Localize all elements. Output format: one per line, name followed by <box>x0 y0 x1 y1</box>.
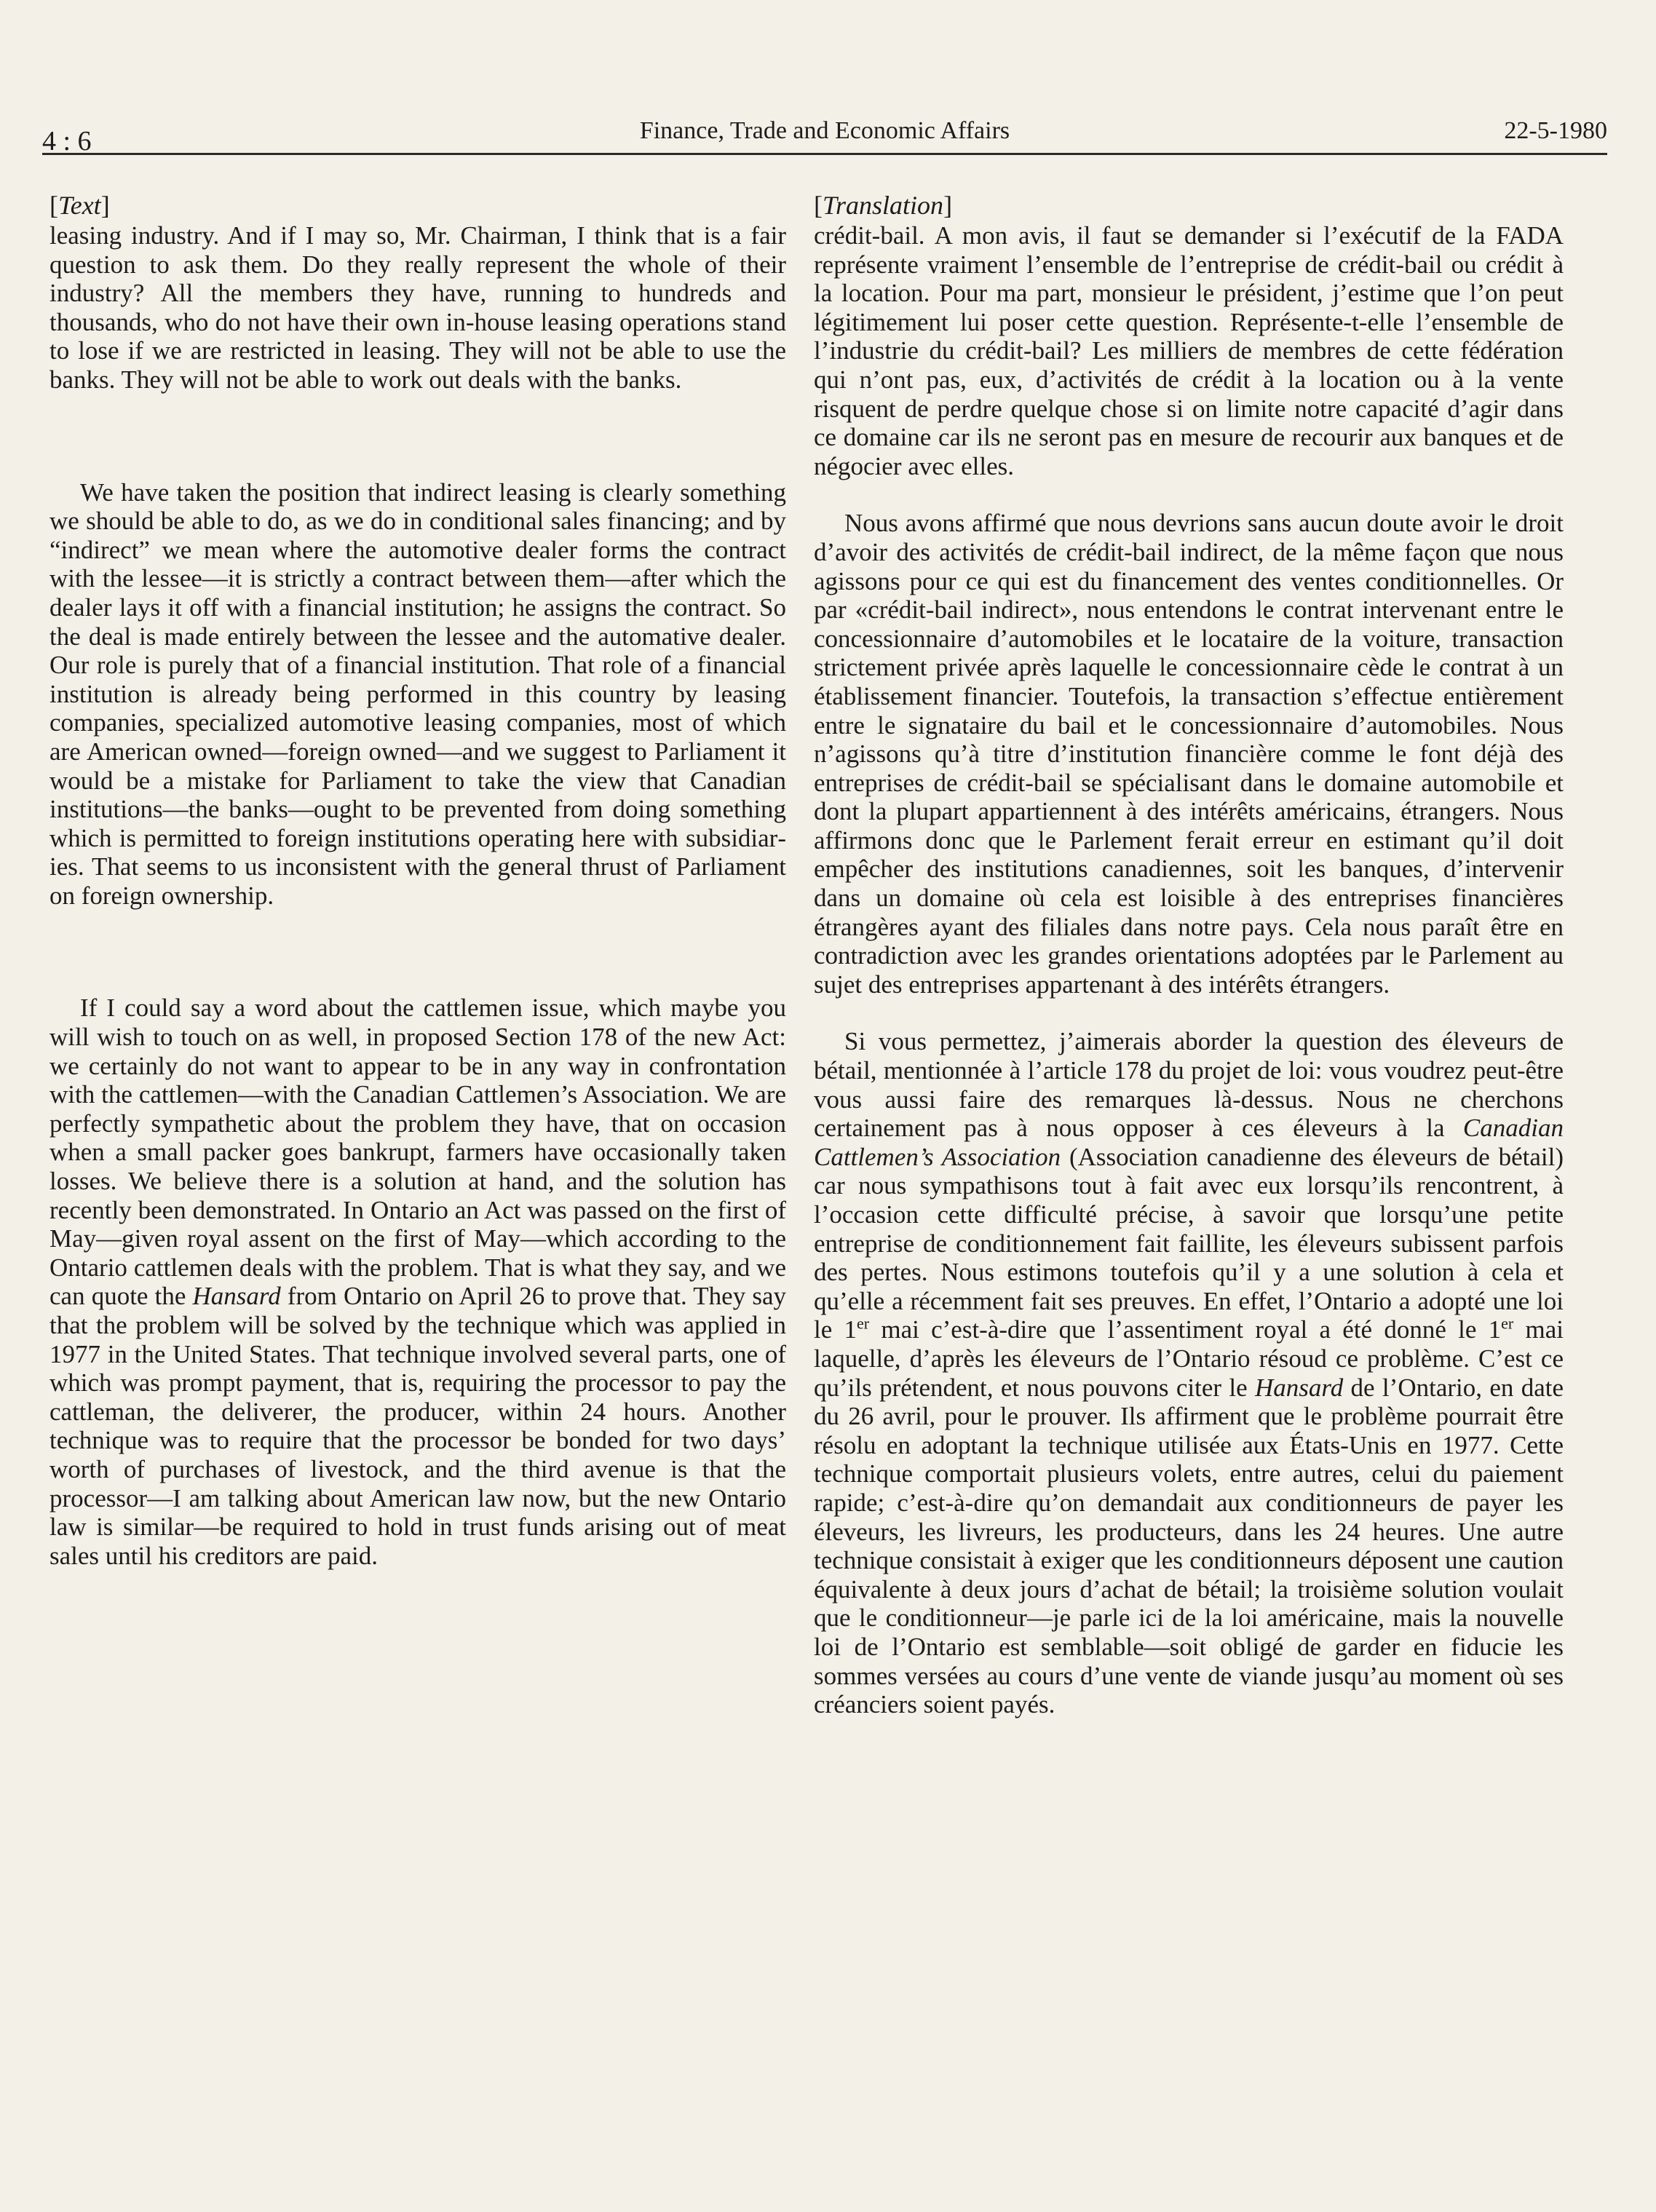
page-title: Finance, Trade and Economic Affairs <box>639 117 1010 144</box>
english-column <box>49 191 786 1570</box>
english-paragraph-2: We have taken the position that indirect leasing is clearly something we should be able to do, as we do in conditional sales financing; and by “indirect” we mean where the automotive dealer forms the contract with the lessee—it is strictly a contract between them—after which the dealer lays it off with a financial institution; he assigns the contract. So the deal is made entirely between the lessee and the automative dealer. Our role is purely that of a financial institution. That role of a financial institution is already being performed in this country by leasing companies, specialized automotive leasing companies, most of which are American owned—foreign owned—and we suggest to Parliament it would be a mistake for Parliament to take the view that Canadian institutions—the banks—ought to be prevented from doing something which is permitted to foreign institutions operating here with subsidiaries. That seems to us inconsistent with the general thrust of Parliament on foreign ownership. <box>49 477 786 910</box>
french-column <box>814 191 1564 1719</box>
french-paragraph-3: Si vous permettez, j’aimerais aborder la question des éleveurs de bétail, mentionnée à l’article 178 du projet de loi: vous voudrez peut-être vous aussi faire des remarques là-dessus. Nous ne cherchons certainement pas à nous opposer à ces éleveurs à la Canadian Cattlemen’s Association (Association canadienne des éleveurs de bétail) car nous sympathisons tout à fait avec eux lorsqu’ils rencontrent, à l’occasion cette difficulté précise, à savoir que lorsqu’une petite entreprise de conditionnement fait faillite, les éleveurs subissent parfois des pertes. Nous estimons toutefois qu’il y a une solution à cela et qu’elle a récemment fait ses preuves. En effet, l’Ontario a adopté une loi le 1er mai c’est-à-dire que l’assentiment royal a été donné le 1er mai laquelle, d’après les éleveurs de l’Ontario résoud ce problème. C’est ce qu’ils prétendent, et nous pouvons citer le Hansard de l’Ontario, en date du 26 avril, pour le prouver. Ils affirment que le problème pourrait être résolu en adoptant la technique utilisée aux États-Unis en 1977. Cette technique comportait plusieurs volets, entre autres, celui du paiement rapide; c’est-à-dire qu’on demandait aux conditionneurs de payer les éleveurs, les livreurs, les producteurs, dans les 24 heures. Une autre technique consistait à exiger que les conditionneurs déposent une caution équivalente à deux jours d’achat de bétail; la troisième solution voulait que le conditionneur—je parle ici de la loi américaine, mais la nouvelle loi de l’Ontario est semblable—soit obligé de garder en fiducie les sommes versées au cours d’une vente de viande jusqu’au moment où ses créanciers soient payés. <box>814 1027 1564 1719</box>
french-label: [Translation] <box>814 191 953 220</box>
french-paragraph-2: Nous avons affirmé que nous devrions sans aucun doute avoir le droit d’avoir des activités de crédit-bail indirect, de la même façon que nous agissons pour ce qui est du financement des ventes conditionnelles. Or par «crédit-bail indirect», nous entendons le contrat intervenant entre le concessionnaire d’automobiles et le locataire de la voiture, transaction strictement privée après laquelle le concessionnaire cède le contrat à un établissement financier. Toutefois, la transaction s’effectue entièrement entre le signataire du bail et le concessionnaire d’automobiles. Nous n’agissons qu’à titre d’institution financière comme le font déjà des entreprises de crédit-bail se spécialisant dans le domaine automobile et dont la plupart appartiennent à des intérêts américains, étrangers. Nous affirmons donc que le Parlement ferait erreur en estimant qu’il doit empêcher des institutions canadiennes, soit les banques, d’intervenir dans un domaine où cela est loisible à des entreprises financières étrangères ayant des filiales dans notre pays. Cela nous paraît être en contradiction avec les grandes orientations adoptées par le Parlement au sujet des entreprises appartenant à des intérêts étrangers. <box>814 509 1564 999</box>
english-label: [Text] <box>49 191 110 220</box>
french-paragraph-1: crédit-bail. A mon avis, il faut se demander si l’exécutif de la FADA représente vraiment l’ensemble de l’entreprise de crédit-bail ou crédit à la location. Pour ma part, monsieur le président, j’estime que l’on peut légitimement lui poser cette question. Représente-t-elle l’ensemble de l’industrie du crédit-bail? Les milliers de membres de cette fédération qui n’ont pas, eux, d’activités de crédit à la location ou à la vente risquent de perdre quelque chose si on limite notre capacité d’agir dans ce domaine car ils ne seront pas en mesure de recourir aux banques et de négocier avec elles. <box>814 221 1564 480</box>
english-paragraph-3: If I could say a word about the cattlemen issue, which maybe you will wish to touch on as well, in proposed Section 178 of the new Act: we certainly do not want to appear to be in any way in confrontation with the cattlemen—with the Canadian Cattlemen’s Association. We are perfectly sympathetic about the problem they have, that on occasion when a small packer goes bankrupt, farmers have occasionally taken losses. We believe there is a solution at hand, and the solution has recently been demonstrated. In Ontario an Act was passed on the first of May—given royal assent on the first of May—which according to the Ontario cattlemen deals with the problem. That is what they say, and we can quote the Hansard from Ontario on April 26 to prove that. They say that the problem will be solved by the technique which was applied in 1977 in the United States. That technique involved several parts, one of which was prompt payment, that is, requiring the processor to pay the cattleman, the deliverer, the producer, within 24 hours. Another technique was to require that the processor be bonded for two days’ worth of purchases of livestock, and the third avenue is that the processor—I am talking about American law now, but the new Ontario law is similar—be required to hold in trust funds arising out of meat sales until his creditors are paid. <box>49 994 786 1570</box>
page-date: 22-5-1980 <box>1504 117 1607 144</box>
english-paragraph-1: leasing industry. And if I may so, Mr. Chairman, I think that is a fair question to ask them. Do they really represent the whole of their industry? All the members they have, running to hundreds and thousands, who do not have their own in-house leasing operations stand to lose if we are restricted in leasing. They will not be able to use the banks. They will not be able to work out deals with the banks. <box>49 221 786 394</box>
page-header <box>42 111 1607 155</box>
page-number: 4 : 6 <box>42 126 92 156</box>
